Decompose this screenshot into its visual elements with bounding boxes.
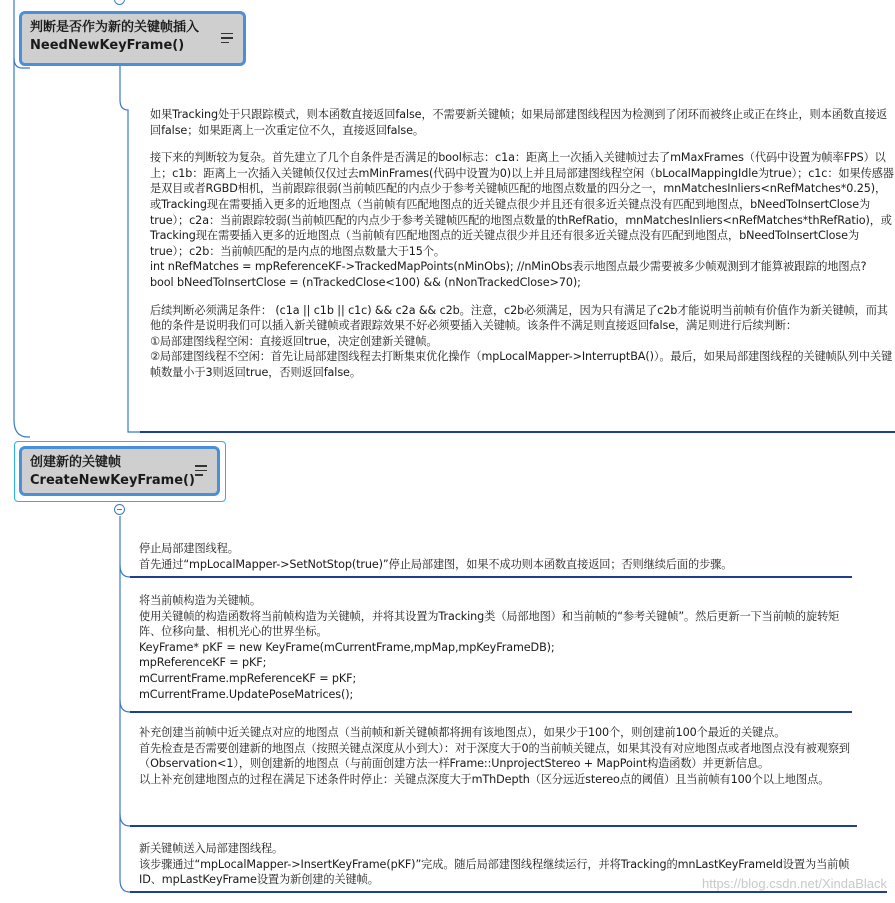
note-create-map-points	[139, 725, 851, 787]
note-code-line: bool bNeedToInsertClose = (nTrackedClose<100) && (nNonTrackedClose>70);	[150, 275, 581, 289]
note-paragraph: 首先检查是否需要创建新的地图点（按照关键点深度从小到大）：对于深度大于0的当前帧关键点，如果其没有对应地图点或者地图点没有被观察到（Observation<1），则创建新的地图点（与前面创建方法一样Frame::UnprojectStereo + MapPoint构造函数）并更新信息。	[139, 741, 851, 771]
note-paragraph: 如果Tracking处于只跟踪模式，则本函数直接返回false，不需要新关键帧；如果局部建图线程因为检测到了闭环而被终止或正在终止，则本函数直接返回false；如果距离上一次重定位不久，直接返回false。	[150, 108, 888, 137]
note-underline	[140, 431, 895, 433]
note-heading: 将当前帧构造为关键帧。	[139, 594, 261, 607]
topic-need-new-keyframe[interactable]	[19, 11, 246, 66]
note-code-line: KeyFrame* pKF = new KeyFrame(mCurrentFrame,mpMap,mpKeyFrameDB);	[139, 640, 555, 654]
note-underline	[130, 576, 852, 578]
note-paragraph: ①局部建图线程空闲：直接返回true，决定创建新关键帧。	[150, 334, 438, 348]
note-construct-keyframe	[139, 593, 851, 702]
note-code-line: mpReferenceKF = pKF;	[139, 656, 267, 670]
note-stop-local-mapping	[139, 541, 869, 572]
note-heading: 新关键帧送入局部建图线程。	[139, 842, 284, 855]
note-paragraph: 首先通过“mpLocalMapper->SetNotStop(true)”停止局部建图，如果不成功则本函数直接返回；否则继续后面的步骤。	[139, 557, 733, 571]
note-paragraph: 后续判断必须满足条件： (c1a || c1b || c1c) && c2a && c2b。注意，c2b必须满足，因为只有满足了c2b才能说明当前帧有价值作为新关键帧，而其他的条件是说明我们可以插入新关键帧或者跟踪效果不好必须要插入关键帧。该条件不满足则直接返回false，满足则进行后续判断：	[150, 303, 888, 333]
node-title-en: NeedNewKeyFrame()	[30, 38, 185, 53]
node-title-cn: 判断是否作为新的关键帧插入	[30, 20, 200, 35]
menu-lines-icon[interactable]	[195, 465, 207, 476]
note-code-line: int nRefMatches = mpReferenceKF->TrackedMapPoints(nMinObs); //nMinObs表示地图点最少需要被多少帧观测到才能算被跟踪的地图点?	[150, 260, 867, 274]
topic-create-new-keyframe[interactable]	[19, 446, 220, 496]
note-heading: 停止局部建图线程。	[139, 542, 239, 555]
note-code-line: mCurrentFrame.UpdatePoseMatrices();	[139, 687, 354, 701]
menu-lines-icon[interactable]	[221, 33, 233, 44]
note-paragraph: ②局部建图线程不空闲：首先让局部建图线程去打断集束优化操作（mpLocalMapper->InterruptBA()）。最后，如果局部建图线程的关键帧队列中关键帧数量小于3则返回true，否则返回false。	[150, 350, 893, 379]
node-title-cn: 创建新的关键帧	[30, 455, 122, 470]
note-paragraph: 接下来的判断较为复杂。首先建立了几个自条件是否满足的bool标志：c1a：距离上一次插入关键帧过去了mMaxFrames（代码中设置为帧率FPS）以上；c1b：距离上一次插入关键帧仅仅过去mMinFrames(代码中设置为0)以上并且局部建图线程空闲（bLocalMappingIdle为true）；c1c：如果传感器是双目或者RGBD相机，当前跟踪很弱(当前帧匹配的内点少于参考关键帧匹配的地图点数量的四分之一，mnMatchesInliers<nRefMatches*0.25)，或Tracking现在需要插入更多的近地图点（当前帧有匹配地图点的近关键点很少并且还有很多近关键点没有匹配到地图点，bNeedToInsertClose为true）；c2a：当前跟踪较弱(当前帧匹配的内点少于参考关键帧匹配的地图点数量的thRefRatio，mnMatchesInliers<nRefMatches*thRefRatio)，或Tracking现在需要插入更多的近地图点（当前帧有匹配地图点的近关键点很少并且还有很多近关键点没有匹配到地图点，bNeedToInsertClose为true）；c2b：当前帧匹配的是内点的地图点数量大于15个。	[150, 151, 894, 258]
note-paragraph: 以上补充创建地图点的过程在满足下述条件时停止：关键点深度大于mThDepth（区分远近stereo点的阈值）且当前帧有100个以上地图点。	[139, 772, 830, 786]
note-underline	[130, 891, 887, 893]
note-code-line: mCurrentFrame.mpReferenceKF = pKF;	[139, 671, 357, 685]
note-paragraph: 使用关键帧的构造函数将当前帧构造为关键帧，并将其设置为Tracking类（局部地图）和当前帧的“参考关键帧”。然后更新一下当前帧的旋转矩阵、位移向量、相机光心的世界坐标。	[139, 609, 840, 639]
note-need-new-keyframe	[150, 107, 895, 381]
node-title-en: CreateNewKeyFrame()	[30, 473, 195, 488]
note-heading: 补充创建当前帧中近关键点对应的地图点（当前帧和新关键帧都将拥有该地图点），如果少于100个，则创建前100个最近的关键点。	[139, 726, 786, 739]
note-underline	[130, 825, 857, 827]
collapse-minus-icon[interactable]	[114, 504, 125, 515]
watermark: https://blog.csdn.net/XindaBlack	[701, 876, 887, 891]
note-paragraph: 该步骤通过“mpLocalMapper->InsertKeyFrame(pKF)”完成。随后局部建图线程继续运行，并将Tracking的mnLastKeyFrameId设置为当前帧ID、mpLastKeyFrame设置为新创建的关键帧。	[139, 857, 850, 887]
note-underline	[130, 711, 852, 713]
